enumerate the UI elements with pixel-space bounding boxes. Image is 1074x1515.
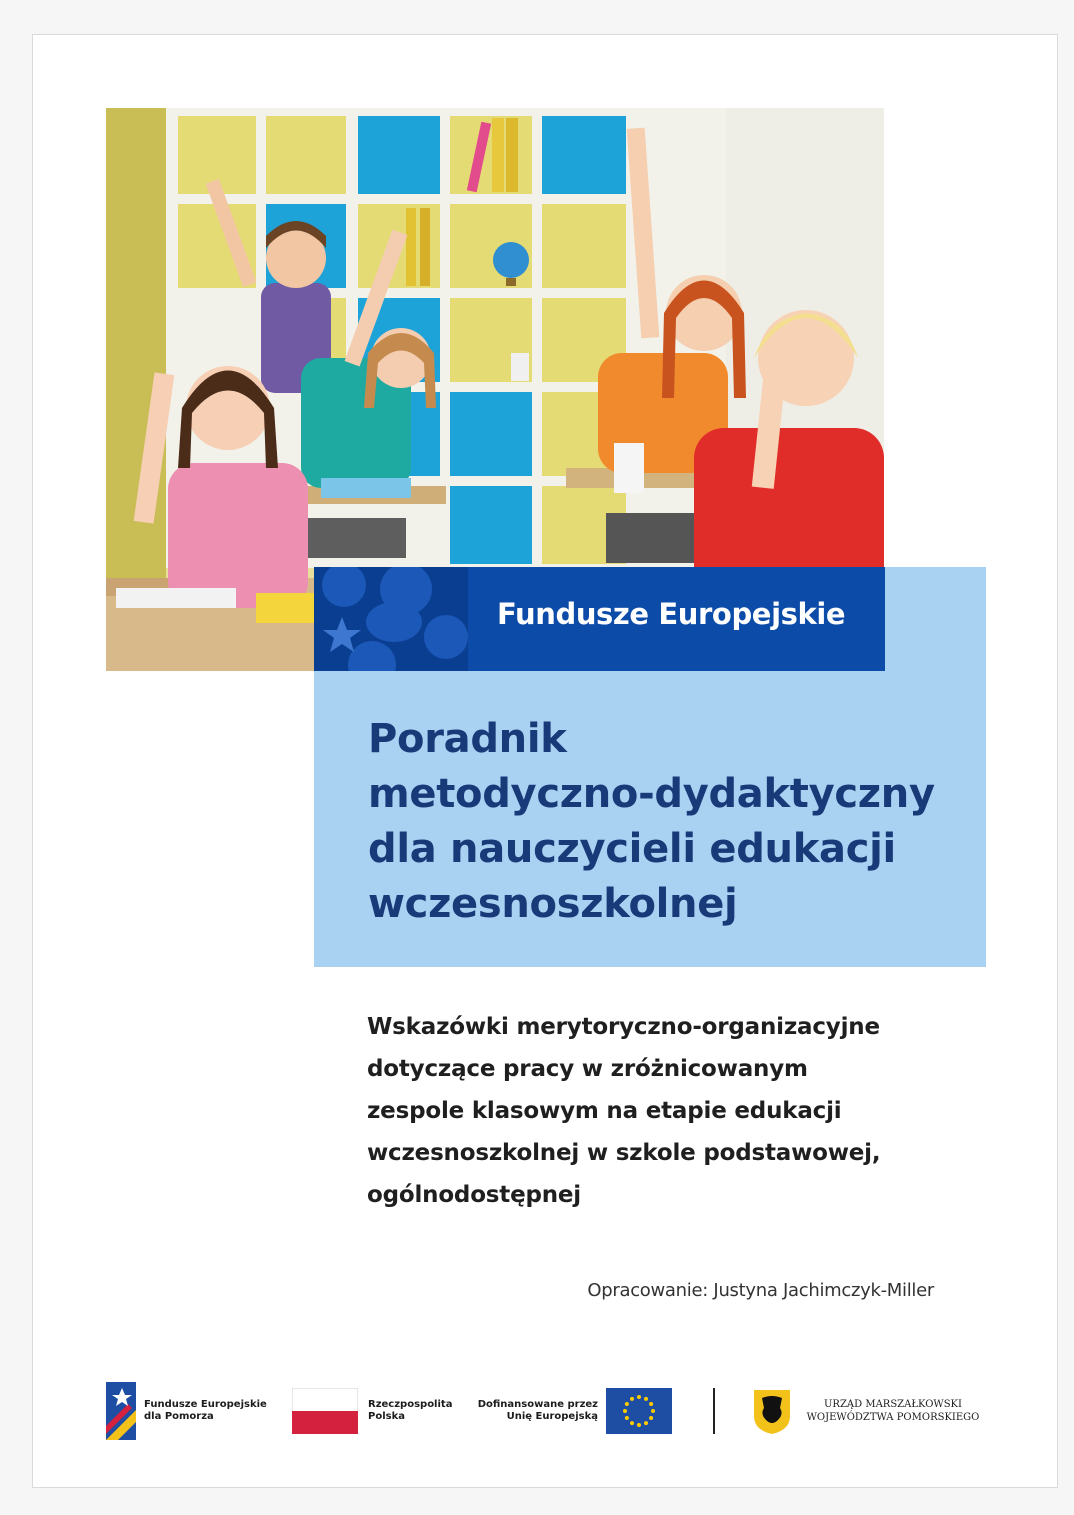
subtitle-line: Wskazówki merytoryczno-organizacyjne	[367, 1014, 880, 1040]
eu-star-icon	[630, 1397, 634, 1401]
title-line: Poradnik	[368, 716, 567, 762]
fe-pomorze-line1: Fundusze Europejskie	[144, 1399, 267, 1410]
subtitle-line: wczesnoszkolnej w szkole podstawowej,	[367, 1140, 881, 1166]
logo-eu	[476, 1380, 676, 1442]
logo-strip	[106, 1380, 986, 1442]
fe-stars-mark-icon	[314, 567, 468, 671]
document-subtitle	[367, 1006, 957, 1216]
eu-star-icon	[644, 1421, 648, 1425]
logo-fe-pomorze	[106, 1380, 276, 1442]
poland-line1: Rzeczpospolita	[368, 1399, 453, 1410]
eu-star-icon	[637, 1423, 641, 1427]
fundusze-europejskie-banner	[314, 567, 885, 671]
eu-star-icon	[637, 1395, 641, 1399]
pomorskie-coat-of-arms-icon	[754, 1390, 790, 1434]
eu-star-icon	[625, 1402, 629, 1406]
poland-line2: Polska	[368, 1411, 405, 1422]
polish-flag-icon	[292, 1388, 358, 1434]
subtitle-line: dotyczące pracy w zróżnicowanym	[367, 1056, 808, 1082]
eu-star-icon	[623, 1409, 627, 1413]
eu-star-icon	[644, 1397, 648, 1401]
logo-rzeczpospolita	[292, 1380, 462, 1442]
eu-line1: Dofinansowane przez	[477, 1399, 598, 1410]
eu-line2: Unię Europejską	[506, 1411, 598, 1422]
title-line: dla nauczycieli edukacji	[368, 826, 896, 872]
fe-pomorze-line2: dla Pomorza	[144, 1411, 214, 1422]
logo-divider	[713, 1388, 715, 1434]
author-credit: Opracowanie: Justyna Jachimczyk-Miller	[587, 1280, 934, 1301]
subtitle-line: zespole klasowym na etapie edukacji	[367, 1098, 842, 1124]
eu-star-icon	[625, 1416, 629, 1420]
eu-flag-icon	[606, 1388, 672, 1434]
eu-star-icon	[630, 1421, 634, 1425]
logo-urzad-marszalkowski	[754, 1380, 994, 1442]
title-line: wczesnoszkolnej	[368, 881, 738, 927]
eu-star-icon	[651, 1409, 655, 1413]
urzad-line2: WOJEWÓDZTWA POMORSKIEGO	[806, 1412, 980, 1423]
eu-star-icon	[649, 1402, 653, 1406]
title-line: metodyczno-dydaktyczny	[368, 771, 935, 817]
fe-pomorze-logo-icon	[106, 1382, 136, 1440]
subtitle-line: ogólnodostępnej	[367, 1182, 581, 1208]
fe-banner-label: Fundusze Europejskie	[497, 597, 846, 631]
document-title	[368, 712, 968, 932]
urzad-line1: URZĄD MARSZAŁKOWSKI	[824, 1399, 962, 1410]
eu-star-icon	[649, 1416, 653, 1420]
